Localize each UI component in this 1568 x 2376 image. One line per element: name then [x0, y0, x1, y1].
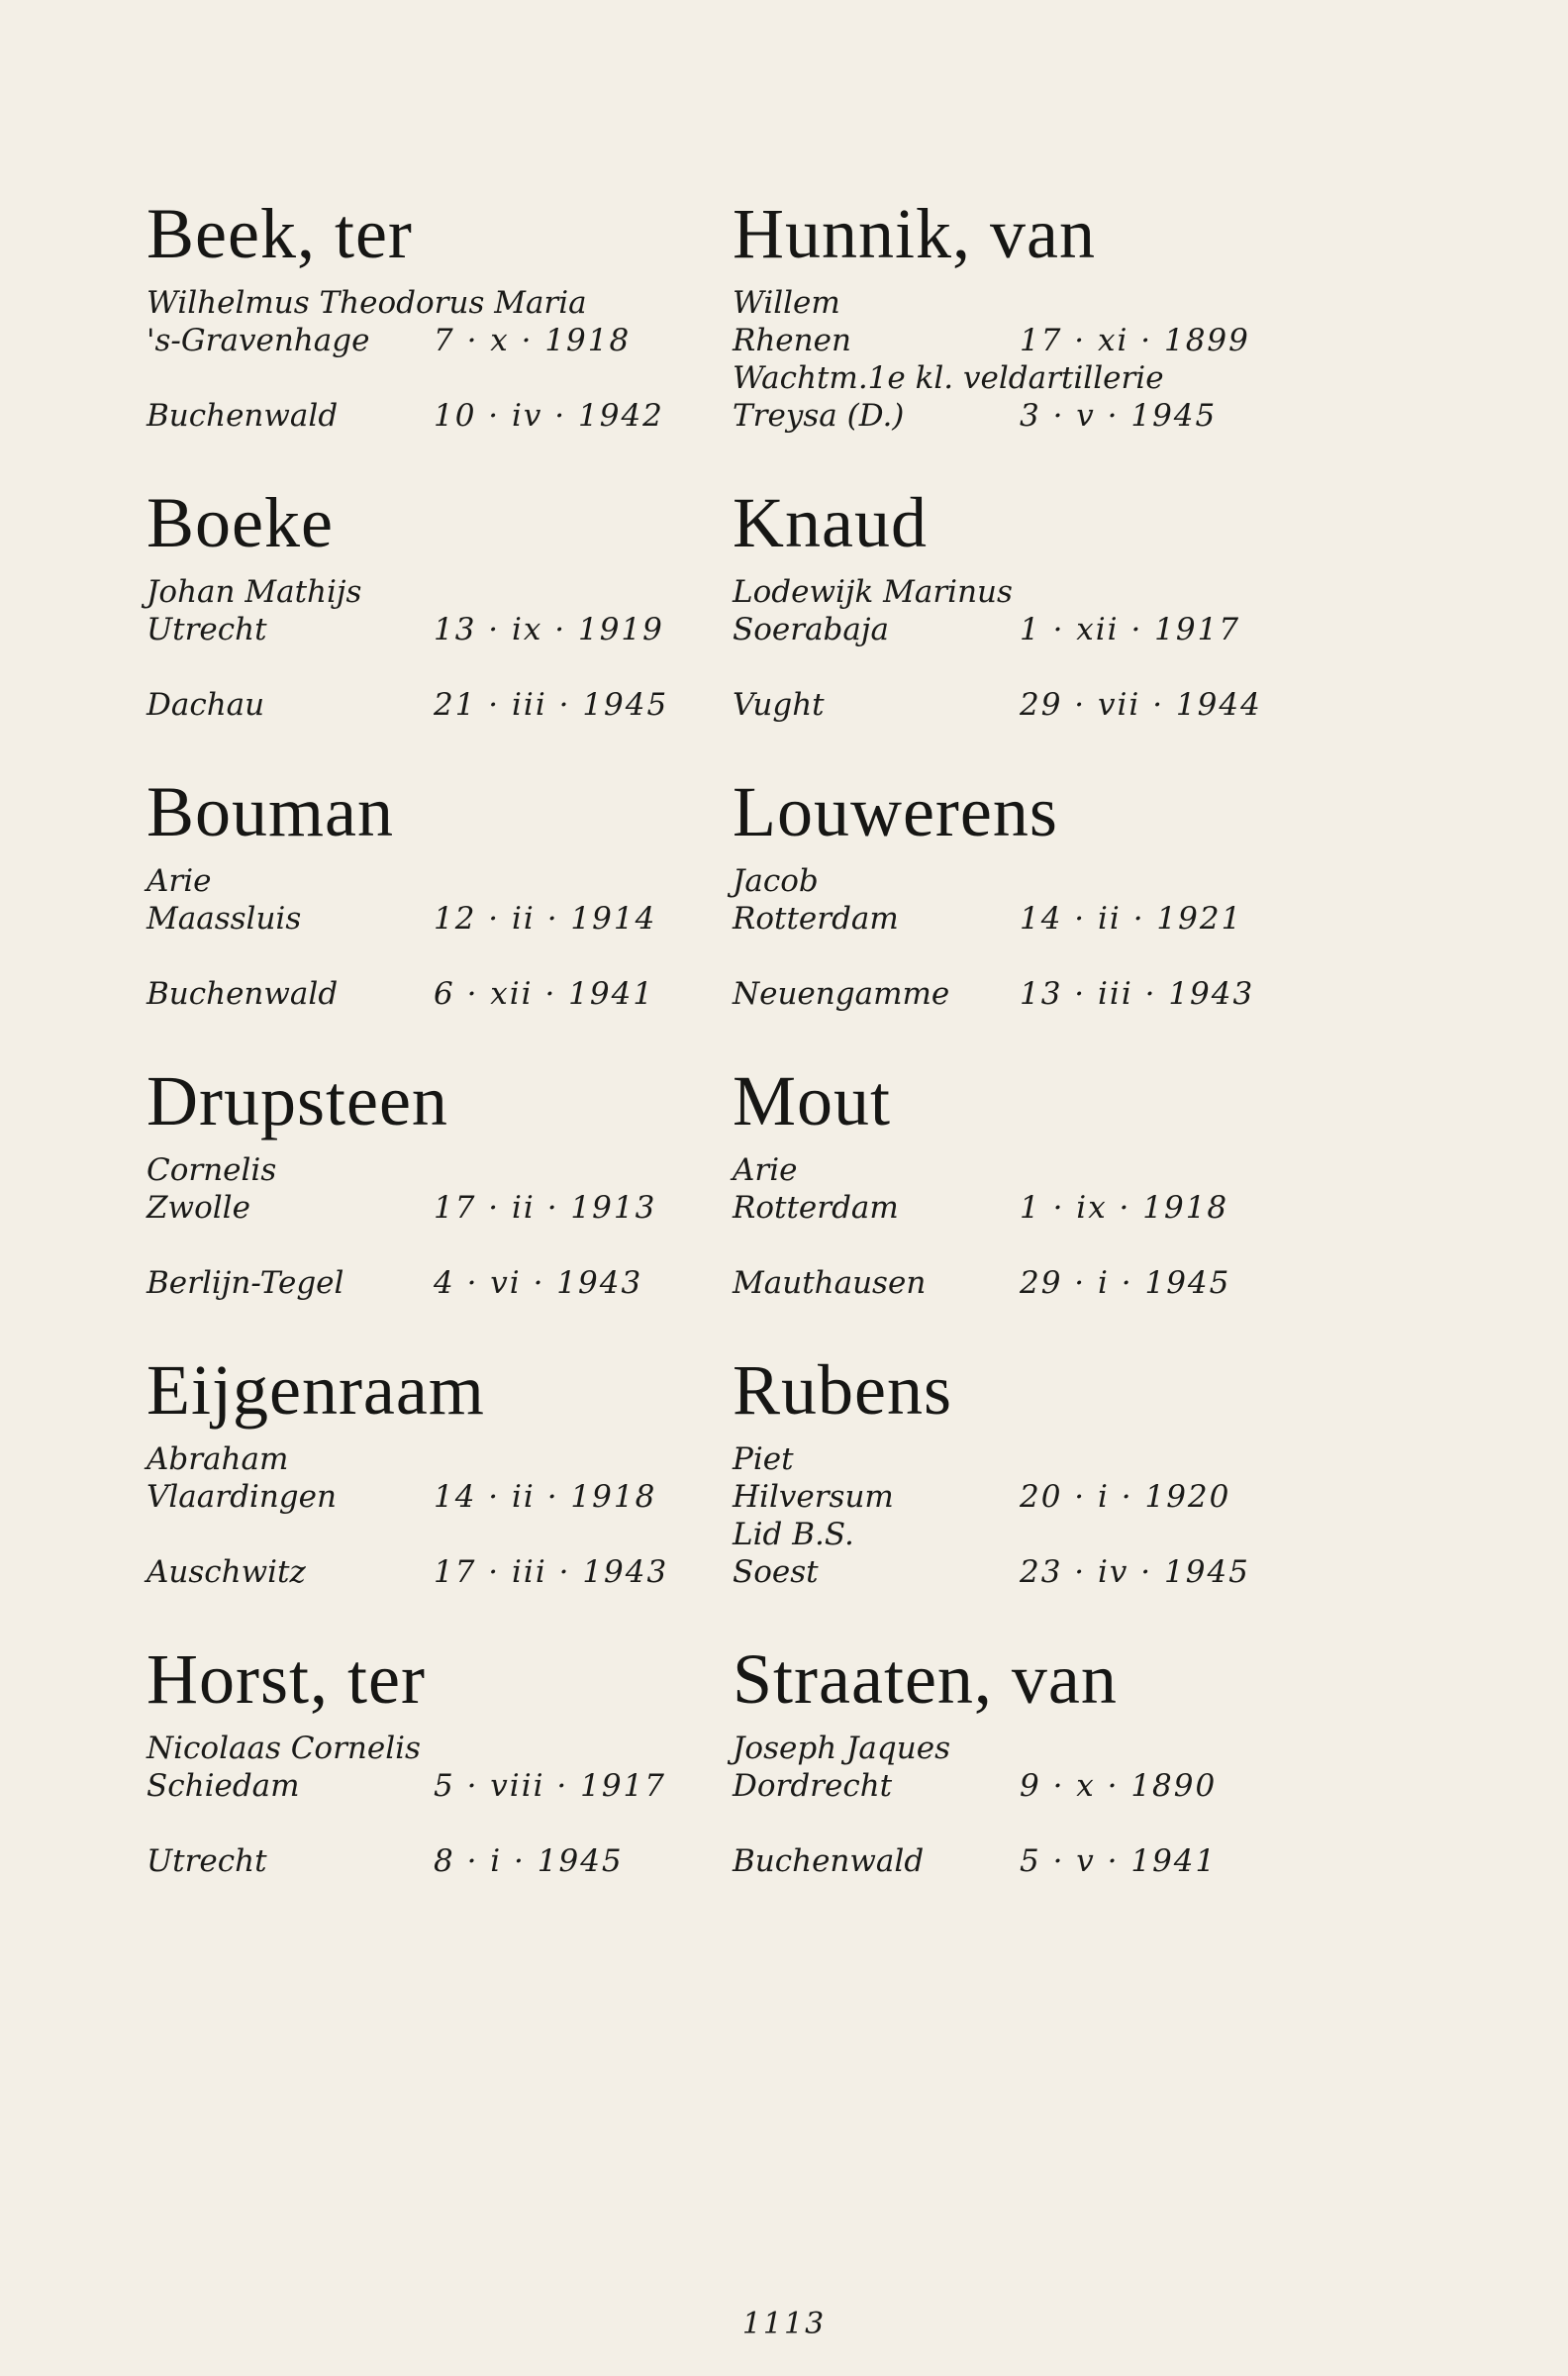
death-place: Dachau: [147, 687, 265, 723]
death-date: 13 · iii · 1943: [1020, 976, 1255, 1012]
birth-place: Schiedam: [147, 1768, 300, 1804]
given-names: Nicolaas Cornelis: [147, 1731, 421, 1766]
birth-line: [733, 1189, 1287, 1227]
note-line: [733, 359, 1287, 397]
given-names-line: [733, 1730, 1287, 1767]
birth-date: 17 · xi · 1899: [1020, 323, 1250, 358]
birth-line: [733, 1767, 1287, 1805]
death-line: [147, 1264, 701, 1302]
birth-date: 20 · i · 1920: [1020, 1479, 1231, 1515]
given-names-line: [147, 573, 701, 611]
death-line: [733, 686, 1287, 724]
given-names: Jacob: [733, 863, 819, 899]
spacer: [733, 1805, 1287, 1842]
birth-date: 12 · ii · 1914: [434, 901, 657, 937]
given-names-line: [147, 1730, 701, 1767]
death-place: Utrecht: [147, 1843, 267, 1879]
birth-date: 13 · ix · 1919: [434, 612, 664, 647]
surname: Drupsteen: [147, 1061, 448, 1140]
given-names-line: [733, 1440, 1287, 1478]
given-names-line: [147, 1440, 701, 1478]
death-place: Treysa (D.): [733, 398, 905, 434]
death-line: [733, 1264, 1287, 1302]
death-date: 17 · iii · 1943: [434, 1554, 669, 1590]
name-entry: [733, 1060, 1287, 1349]
surname: Straaten, van: [733, 1639, 1118, 1719]
given-names-line: [147, 284, 701, 322]
birth-place: Maassluis: [147, 901, 302, 937]
birth-date: 9 · x · 1890: [1020, 1768, 1218, 1804]
name-entry: [733, 482, 1287, 771]
given-names-line: [733, 284, 1287, 322]
page-number: 1113: [741, 2307, 827, 2341]
given-names: Arie: [147, 863, 212, 899]
name-entry: [147, 771, 701, 1060]
birth-line: [147, 900, 701, 938]
birth-place: Dordrecht: [733, 1768, 893, 1804]
note: Lid B.S.: [733, 1517, 854, 1552]
spacer: [733, 938, 1287, 975]
death-line: [147, 1553, 701, 1591]
birth-line: [733, 611, 1287, 648]
spacer: [733, 648, 1287, 686]
surname: Rubens: [733, 1350, 952, 1430]
right-column: [733, 193, 1287, 1928]
death-line: [733, 975, 1287, 1013]
birth-line: [733, 322, 1287, 359]
death-date: 8 · i · 1945: [434, 1843, 624, 1879]
birth-line: [733, 1478, 1287, 1516]
surname: Beek, ter: [147, 194, 413, 273]
death-line: [733, 397, 1287, 435]
birth-place: 's-Gravenhage: [147, 323, 370, 358]
name-entry: [147, 1638, 701, 1928]
surname: Eijgenraam: [147, 1350, 485, 1430]
given-names: Johan Mathijs: [147, 574, 362, 610]
spacer: [147, 1516, 701, 1553]
given-names: Lodewijk Marinus: [733, 574, 1013, 610]
death-date: 29 · i · 1945: [1020, 1265, 1231, 1301]
birth-place: Rotterdam: [733, 1190, 899, 1226]
death-place: Buchenwald: [147, 976, 339, 1012]
death-date: 4 · vi · 1943: [434, 1265, 643, 1301]
given-names-line: [733, 573, 1287, 611]
given-names-line: [733, 1151, 1287, 1189]
name-entry: [147, 1349, 701, 1638]
death-place: Berlijn-Tegel: [147, 1265, 344, 1301]
name-entry: [147, 1060, 701, 1349]
birth-place: Soerabaja: [733, 612, 889, 647]
birth-place: Rotterdam: [733, 901, 899, 937]
death-date: 10 · iv · 1942: [434, 398, 664, 434]
birth-place: Hilversum: [733, 1479, 894, 1515]
death-date: 29 · vii · 1944: [1020, 687, 1262, 723]
birth-place: Zwolle: [147, 1190, 250, 1226]
death-line: [147, 1842, 701, 1880]
surname: Horst, ter: [147, 1639, 426, 1719]
birth-place: Utrecht: [147, 612, 267, 647]
note-line: [733, 1516, 1287, 1553]
given-names: Arie: [733, 1152, 798, 1188]
spacer: [147, 648, 701, 686]
death-place: Mauthausen: [733, 1265, 927, 1301]
name-entry: [733, 1638, 1287, 1928]
death-line: [147, 397, 701, 435]
surname: Boeke: [147, 483, 334, 562]
death-place: Vught: [733, 687, 825, 723]
birth-line: [147, 611, 701, 648]
note: Wachtm.1e kl. veldartillerie: [733, 360, 1164, 396]
birth-date: 7 · x · 1918: [434, 323, 632, 358]
birth-place: Vlaardingen: [147, 1479, 337, 1515]
spacer: [147, 938, 701, 975]
birth-date: 1 · xii · 1917: [1020, 612, 1241, 647]
birth-date: 5 · viii · 1917: [434, 1768, 666, 1804]
spacer: [147, 1227, 701, 1264]
surname: Knaud: [733, 483, 928, 562]
surname: Bouman: [147, 772, 394, 851]
spacer: [733, 1227, 1287, 1264]
death-place: Auschwitz: [147, 1554, 306, 1590]
name-entry: [733, 193, 1287, 482]
birth-line: [147, 1189, 701, 1227]
birth-line: [147, 1767, 701, 1805]
death-line: [147, 686, 701, 724]
spacer: [147, 1805, 701, 1842]
death-date: 23 · iv · 1945: [1020, 1554, 1250, 1590]
given-names: Wilhelmus Theodorus Maria: [147, 285, 587, 321]
surname: Mout: [733, 1061, 892, 1140]
birth-line: [147, 322, 701, 359]
death-place: Neuengamme: [733, 976, 950, 1012]
surname: Hunnik, van: [733, 194, 1096, 273]
given-names: Abraham: [147, 1441, 289, 1477]
given-names: Cornelis: [147, 1152, 277, 1188]
death-date: 5 · v · 1941: [1020, 1843, 1218, 1879]
birth-line: [733, 900, 1287, 938]
given-names: Piet: [733, 1441, 794, 1477]
birth-line: [147, 1478, 701, 1516]
death-line: [733, 1842, 1287, 1880]
death-line: [733, 1553, 1287, 1591]
given-names-line: [147, 862, 701, 900]
death-date: 21 · iii · 1945: [434, 687, 669, 723]
name-entry: [733, 771, 1287, 1060]
given-names: Joseph Jaques: [733, 1731, 950, 1766]
birth-place: Rhenen: [733, 323, 851, 358]
death-date: 3 · v · 1945: [1020, 398, 1218, 434]
birth-date: 1 · ix · 1918: [1020, 1190, 1229, 1226]
given-names-line: [147, 1151, 701, 1189]
given-names-line: [733, 862, 1287, 900]
birth-date: 14 · ii · 1921: [1020, 901, 1243, 937]
death-place: Buchenwald: [733, 1843, 925, 1879]
death-date: 6 · xii · 1941: [434, 976, 655, 1012]
birth-date: 17 · ii · 1913: [434, 1190, 657, 1226]
surname: Louwerens: [733, 772, 1058, 851]
death-place: Soest: [733, 1554, 819, 1590]
left-column: [147, 193, 701, 1928]
death-place: Buchenwald: [147, 398, 339, 434]
death-line: [147, 975, 701, 1013]
spacer: [147, 359, 701, 397]
birth-date: 14 · ii · 1918: [434, 1479, 657, 1515]
name-entry: [147, 193, 701, 482]
name-entry: [147, 482, 701, 771]
name-entry: [733, 1349, 1287, 1638]
given-names: Willem: [733, 285, 840, 321]
